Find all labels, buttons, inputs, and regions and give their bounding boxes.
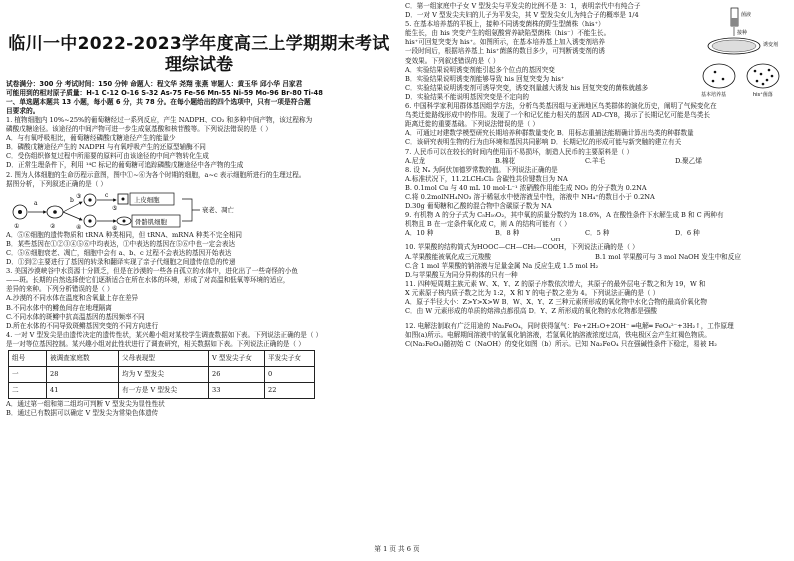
q2-option-b: B．某些基因在①②③④⑤⑥中均表达，①中表达的基因在⑤⑥中也一定会表达: [6, 239, 236, 248]
table-cell: 均为 V 型发尖: [119, 366, 209, 382]
q2-option-d: D．①到②主要进行了基因的转录和翻译实现了亲子代细胞之间遗传信息的传递: [6, 258, 236, 267]
exam-subtitle: 理综试卷: [165, 55, 233, 75]
question-4: [6, 331, 392, 418]
table-cell: 二: [9, 382, 47, 398]
table-cell: 33: [209, 382, 265, 398]
table-header-row: [9, 350, 315, 366]
q3-option-d: D.所在水体的不同导致斑鳉基因突变的不同方向进行: [6, 321, 159, 330]
process-b: b: [70, 196, 74, 204]
process-c: c: [105, 191, 109, 199]
mutagen-plate-diagram: [697, 6, 793, 98]
fig-label-mutagen: 诱变剂: [763, 42, 779, 49]
q5-stem: 能生长，由 his 突变产生的组氨酸营养缺陷型菌株（his⁻）不能生长。: [405, 29, 611, 38]
fig-label-colony: his⁺菌落: [753, 92, 773, 99]
cell-label-3: ③: [76, 192, 82, 200]
cell-label-1: ①: [14, 222, 20, 230]
fig-label-medium: 基本培养基: [701, 92, 727, 99]
cell-5: [118, 194, 128, 204]
q5-option-d: D．实验结果不能说明基因突变是不定向的: [405, 92, 529, 101]
table-header: 被调查家庭数: [47, 350, 119, 366]
q5-option-a: A．实验结果说明诱变剂能引起多个位点的基因突变: [405, 65, 555, 74]
q9-stem: 9. 有机物 A 的分子式为 C₅H₁₀O₂，其中氧的质量分数约为 18.6%，A 在酸性条件下水解生成 B 和 C 两种有: [405, 211, 724, 220]
q7-option-c: C.羊毛: [585, 156, 606, 165]
q6-options: C．该研究表明生物的行为由环境和基因共同影响 D．长期记忆的形成可能与新突触的建立有关: [405, 138, 682, 147]
table-cell: 0: [265, 366, 315, 382]
q6-stem: 距离迁徙的重要基础。下列说法错误的是（ ）: [405, 120, 539, 129]
process-a: a: [34, 199, 38, 207]
q4-table: [8, 350, 315, 399]
table-row: [9, 382, 315, 398]
question-10: [405, 238, 791, 279]
q3-option-a: A.沙漠的不同水体在温度和含氧量上存在差异: [6, 294, 139, 303]
q8-option-a: A.标准状况下，11.2LCH₂Cl₂ 含碳性共价键数目为 NA: [405, 174, 568, 183]
q6-options: A．可通过对建数学模型研究长期培养种群数量变化 B．用标志重捕法能精确计算出鸟类的种群数量: [405, 129, 694, 138]
q1-stem: 磷酸戊糖途径。该途径的中间产物可进一步生成氨基酸和核苷酸等。下列说法错误的是（ ）: [6, 125, 272, 134]
q11-options: A．原子半径大小：Z>Y>X>W B．W、X、Y、Z 三种元素所形成的氧化物中水化合物的最高价氧化物: [405, 298, 707, 306]
cell-2: [47, 206, 63, 218]
question-12: [405, 322, 791, 349]
cell-label-5: ⑤: [112, 204, 118, 212]
q4-option-a: A．通过第一组和第二组均可判断 V 型发尖为显性性状: [6, 399, 165, 408]
page-footer: 第 1 页 共 6 页: [374, 545, 420, 553]
q2-option-a: A．⑤⑥细胞的遗传物质和 tRNA 种类相同，但 tRNA、mRNA 种类不完全相同: [6, 230, 243, 239]
q4-option-c: C．第一组家庭中子女 V 型发尖与平发尖的比例不是 3：1，表明亲代中有纯合子: [405, 2, 641, 10]
aging-label: 衰老、凋亡: [202, 205, 234, 214]
q1-stem: 1. 植物细胞内 10%~25%的葡萄糖经过一系列反应，产生 NADPH、CO₂ 和多种中间产物，该过程称为: [6, 116, 313, 124]
cell-label-2: ②: [50, 222, 56, 230]
question-7: [405, 148, 791, 166]
cell-1: [13, 205, 27, 219]
q8-stem: 8. 设 Nₐ 为阿伏加德罗常数的值。下列说法正确的是: [405, 165, 558, 174]
q1-option-a: A．与有氧呼吸相比，葡萄糖经磷酸戊糖途径产生的能量少: [6, 134, 176, 143]
plate-control: [703, 64, 735, 88]
q10-options: [405, 253, 791, 262]
q12-stem: 如图(a)所示。电解期间溶液中的氢氧化钠溶液，若氢氧化钠溶液浓度过高，铁电极区会产生红褐色物质。: [405, 331, 711, 340]
q7-option-b: B.棉花: [495, 156, 516, 165]
q10-option-b: B.1 mol 苹果酸可与 3 mol NaOH 发生中和反应: [595, 252, 741, 261]
q3-stem: 差异的来种。下列分析错误的是（ ）: [6, 285, 114, 294]
question-11: [405, 280, 791, 316]
exam-info: [6, 80, 392, 116]
table-cell: 26: [209, 366, 265, 382]
table-cell: 有一方是 V 型发尖: [119, 382, 209, 398]
cell-lifecycle-svg: [10, 190, 250, 230]
q1-option-d: D．正常生理条件下，利用 ¹⁴C 标记的葡萄糖可追踪磷酸戊糖途径中各产物的生成: [6, 161, 244, 170]
q9-options: [405, 229, 791, 238]
q2-stem: 据图分析，下列叙述正确的是（ ）: [6, 179, 108, 188]
cell-6: [117, 217, 131, 225]
table-cell: 一: [9, 366, 47, 382]
table-row: [9, 366, 315, 382]
q7-option-a: A.尼龙: [405, 156, 426, 165]
q9-option-d: D．6 种: [675, 229, 700, 238]
q11-options: C．由 W 元素形成的单质的熔沸点都很高 D．Y、Z 所形成的氧化物的水化物都是强酸: [405, 307, 658, 316]
question-9: [405, 211, 791, 238]
q6-stem: 6. 中国科学家利用群体基因组学方法，分析鸟类基因组与亚洲地区鸟类群体的演化历史，阐明了气候变化在: [405, 102, 717, 111]
cell-3: [84, 194, 96, 206]
q8-option-b: B. 0.1mol Cu 与 40 mL 10 mol·L⁻¹ 浓硝酸作用能生成 NO₂ 的分子数为 0.2NA: [405, 183, 647, 192]
q1-option-c: C．受伤组织修复过程中所需要的原料可由该途径的中间产物转化生成: [6, 152, 209, 161]
q4-stem: 4. 一对 V 型发尖是由遗传决定的遗传性状，某兴趣小组对某校学生调查数据如下表。下列说法正确的是（ ）: [6, 330, 323, 339]
muscle-label: 骨骼肌细胞: [135, 217, 167, 226]
q3-option-b: B.不同水体中的鳉鱼间存在地理隔离: [6, 303, 112, 312]
q5-option-c: C．实验结果说明诱变剂可诱导突变，诱变剂量越大诱发 his 回复突变的菌株就越多: [405, 83, 649, 92]
cell-lifecycle-diagram: [10, 190, 250, 230]
right-column: [405, 2, 791, 349]
q5-stem: 变效果。下列叙述错误的是（ ）: [405, 56, 500, 65]
fig-label-liquid: 菌液: [741, 12, 752, 19]
q3-option-c: C.不同水体的斑鳉中抗高温基因的基因频率不同: [6, 312, 145, 321]
q9-option-b: B．8 种: [495, 229, 520, 238]
q4-stem: 是一对等位基因控制。某兴趣小组对此性状进行了调查研究，相关数据如下表。下列说法正确的是（ ）: [6, 339, 305, 348]
q9-stem: 机物且 B 在一定条件氧化成 C，则 A 的结构可能有（ ）: [405, 220, 571, 229]
q11-stem: X 元素原子核内质子数之比为 1:2，X 和 Y 的电子数之差为 4。下列说法正确的是（ ）: [405, 288, 660, 297]
left-column: [6, 2, 392, 418]
q7-stem: 7. 人民币可以在较长的时间内使用而不易损坏，制造人民币的主要原料是（ ）: [405, 147, 634, 156]
table-header: 组号: [9, 350, 47, 366]
info-line: 一、单选题本题共 13 小题，每小题 6 分，共 78 分。在每小题给出的四个选项中，只有一项是符合题: [6, 98, 311, 106]
q10-option-c: C.含 1 mol 苹果酸的钠溶液与足量金属 Na 反应生成 1.5 mol H₂: [405, 261, 599, 270]
q4-option-b: B．通过已有数据可以确定 V 型发尖为常染色体遗传: [6, 409, 159, 418]
table-header: V 型发尖子女: [209, 350, 265, 366]
q9-option-c: C．5 种: [585, 229, 610, 238]
q12-stem: C(Na₂FeO₄)随初始 C（NaOH）的变化如图（b）所示。已知 Na₂FeO₄ 只在强碱性条件下稳定，易被 H₂: [405, 340, 717, 349]
q7-option-d: D.聚乙烯: [675, 156, 702, 165]
cell-label-6: ⑥: [112, 224, 118, 230]
q10-stem: 10. 苹果酸的结构简式为HOOC—CH—CH₂—COOH，下列说法正确的是（ ）: [405, 243, 639, 252]
q6-stem: 鸟类迁徙路线形成中的作用。发现了一个和记忆能力相关的基因 AD-CY8，揭示了长期记忆可能是鸟类长: [405, 111, 711, 120]
q10-oh-group: OH: [551, 238, 561, 244]
q2-option-c: C．⑤⑥细胞衰老、凋亡，细胞中会有 a、b、c 过程不会表达的基因开始表达: [6, 248, 232, 257]
exam-title: 临川一中2022-2023学年度高三上学期期末考试: [8, 34, 390, 54]
cell-label-4: ④: [76, 223, 82, 230]
question-6: [405, 102, 791, 147]
q9-option-a: A．10 种: [405, 229, 434, 238]
q5-stem: 一段时间后，根据培养基上 his⁺菌落的数目多少，可判断诱变剂的诱: [405, 47, 605, 56]
q1-option-b: B．磷酸戊糖途径产生的 NADPH 与有氧呼吸产生的还原型辅酶不同: [6, 143, 206, 152]
q10-option-a: A.苹果酸能被氧化成三元羧酸: [405, 252, 491, 261]
epithelial-label: 上皮细胞: [134, 195, 160, 204]
info-line: 可能用到的相对原子质量：H-1 C-12 O-16 S-32 As-75 Fe-56 Mn-55 Ni-59 Mo-96 Br-80 Ti-48: [6, 89, 323, 97]
q4-option-d: D．一对 V 型发尖夫妇的儿子为平发尖，其 V 型发尖女儿为纯合子的概率是 1/4: [405, 11, 639, 20]
table-header: 平发尖子女: [265, 350, 315, 366]
fig-label-inoculate: 接种: [737, 30, 748, 37]
table-header: 父母表现型: [119, 350, 209, 366]
q10-option-d: D.与苹果酸互为同分异构体的只有一种: [405, 270, 518, 279]
q5-stem: his⁺可回复突变为 his⁺。如图所示，在基本培养基上加入诱变剂培养: [405, 38, 605, 47]
q8-option-c: C.将 0.2molNH₄NO₃ 溶于稀氨水中使溶液呈中性，溶液中 NH₄⁺的数目小于 0.2NA: [405, 192, 655, 201]
info-line: 目要求的。: [6, 107, 40, 115]
q8-option-d: D.30g 葡萄糖和乙酸的混合物中含碳原子数为 NA: [405, 202, 552, 211]
question-3: [6, 267, 392, 331]
table-cell: 41: [47, 382, 119, 398]
q5-stem: 5. 在基本培养基的平板上，接种不同诱变菌株的野生型菌株（his⁺）: [405, 20, 605, 29]
q11-stem: 11. 四种短周期主族元素 W、X、Y、Z 的原子序数依次增大，其原子的最外层电子数之和为 19，W 和: [405, 279, 706, 288]
info-line: 试卷满分：300 分 考试时间：150 分钟 命题人：程文华 尧翔 张燕 审题人：黄玉华 邱小华 吕家君: [6, 80, 303, 88]
cell-4: [84, 215, 96, 227]
q3-stem: ——斑。长期的自然选择使它们逐渐适合在所在水体的环境，形成了对高温和低氧等环境的适应，: [6, 276, 290, 285]
table-cell: 22: [265, 382, 315, 398]
question-8: [405, 166, 791, 211]
question-2: [6, 171, 392, 268]
q3-stem: 3. 美国沙漠峡谷中水资源十分匮乏，但是在沙漠的一些各自孤立的水体中，进化出了一些奇怪的小鱼: [6, 267, 298, 276]
question-1: [6, 116, 392, 171]
q2-stem: 2. 图为人体细胞的生命历程示意图，图中①~⑥为各个时期的细胞，a~c 表示细胞所进行的生理过程。: [6, 170, 306, 179]
q12-stem: 12. 电解法制取有广泛用途的 Na₂FeO₄，同时获得氢气：Fe+2H₂O+2OH⁻ ═电解═ FeO₄²⁻+3H₂↑，工作原理: [405, 322, 734, 331]
q5-option-b: B．实验结果说明诱变剂能够导致 his 回复突变为 his⁺: [405, 74, 565, 83]
q7-options: [405, 157, 791, 166]
table-cell: 28: [47, 366, 119, 382]
